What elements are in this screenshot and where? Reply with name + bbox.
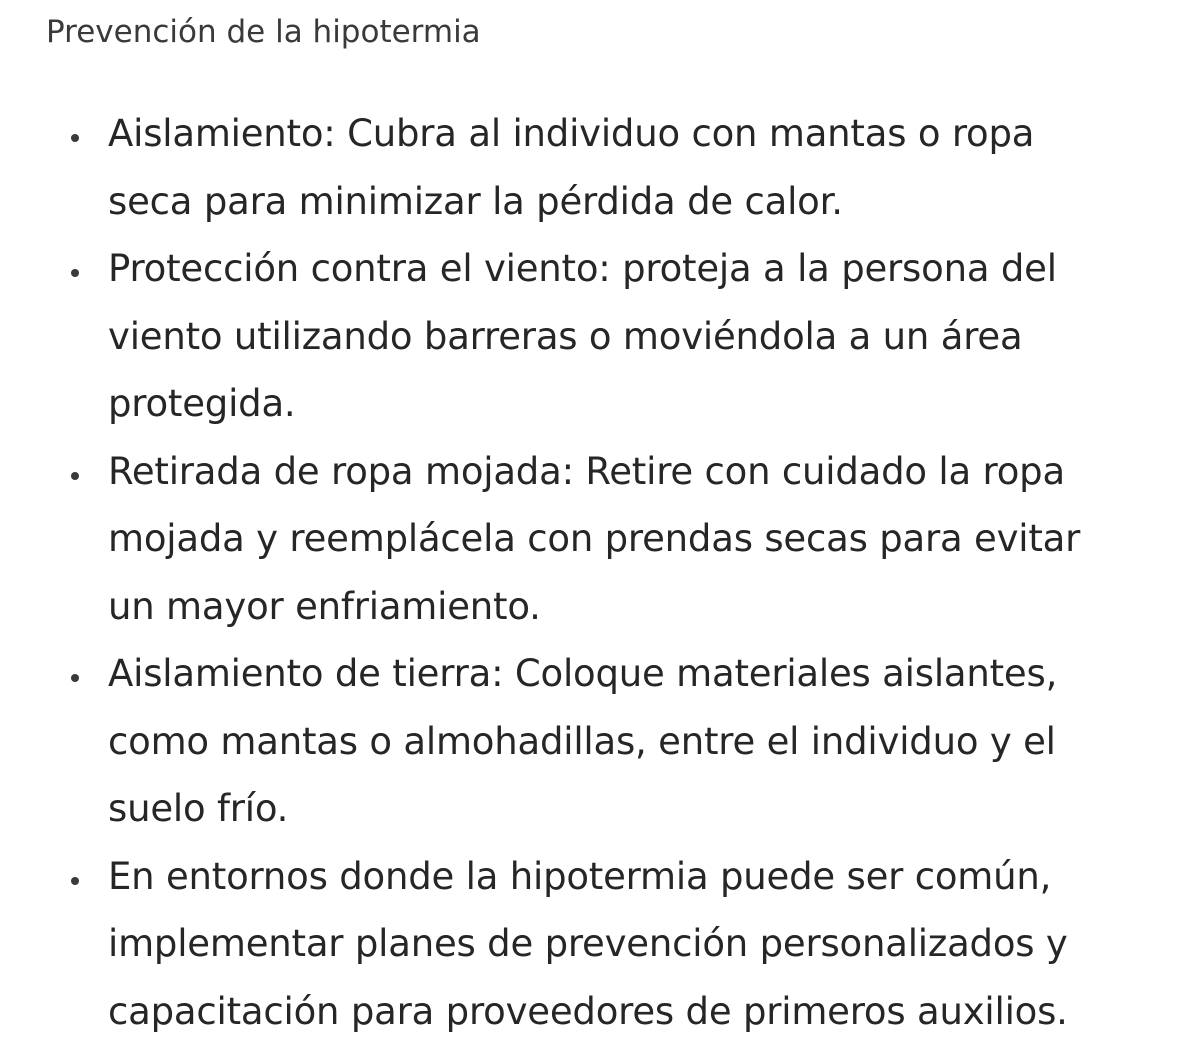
list-item <box>0 438 1200 641</box>
bullet-dot-icon <box>71 877 79 885</box>
list-item <box>0 843 1200 1046</box>
bullet-dot-icon <box>71 674 79 682</box>
bullet-dot-icon <box>71 472 79 480</box>
list-item <box>0 640 1200 843</box>
list-item <box>0 100 1200 235</box>
list-item <box>0 235 1200 438</box>
list-item-text: Protección contra el viento: proteja a la persona del viento utilizando barreras o moviéndola a un área protegida. <box>108 247 1057 425</box>
list-item-text: Aislamiento: Cubra al individuo con mantas o ropa seca para minimizar la pérdida de calor. <box>108 112 1035 223</box>
bullet-dot-icon <box>71 269 79 277</box>
list-item-text: Aislamiento de tierra: Coloque materiales aislantes, como mantas o almohadillas, entre el individuo y el suelo frío. <box>108 652 1058 830</box>
list-item-text: Retirada de ropa mojada: Retire con cuidado la ropa mojada y reemplácela con prendas secas para evitar un mayor enfriamiento. <box>108 449 1081 628</box>
bullet-list <box>0 100 1200 1045</box>
bullet-dot-icon <box>71 134 79 142</box>
list-item-text: En entornos donde la hipotermia puede ser común, implementar planes de prevención personalizados y capacitación para proveedores de primeros auxilios. <box>108 854 1068 1033</box>
page-title: Prevención de la hipotermia <box>46 14 481 50</box>
